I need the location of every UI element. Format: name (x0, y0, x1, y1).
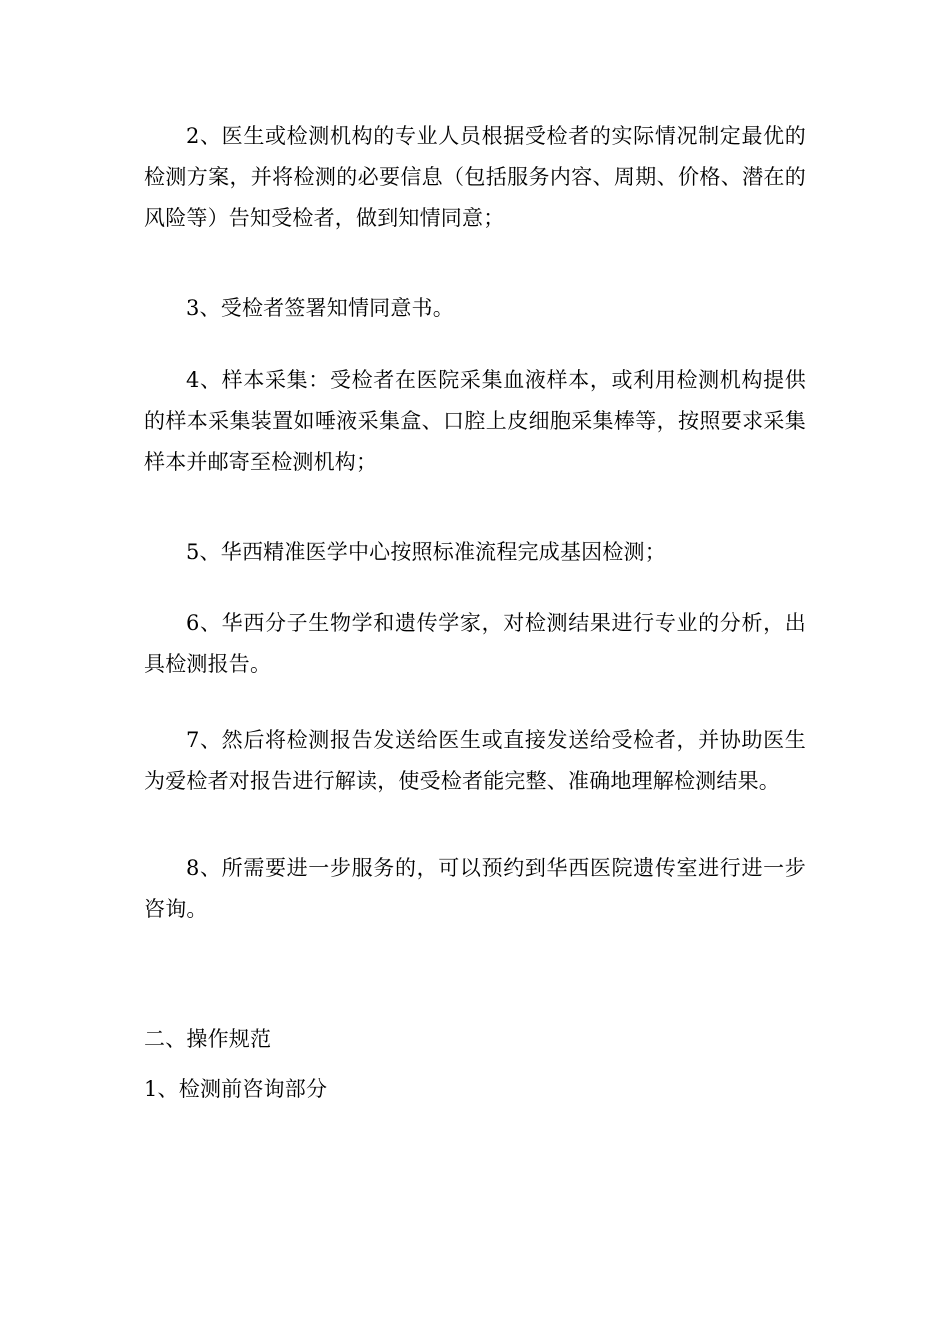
paragraph-step-5: 5、华西精准医学中心按照标准流程完成基因检测； (186, 540, 666, 564)
paragraph-step-6: 6、华西分子生物学和遗传学家，对检测结果进行专业的分析，出具检测报告。 (144, 611, 806, 676)
paragraph-step-4: 4、样本采集：受检者在医院采集血液样本，或利用检测机构提供的样本采集装置如唾液采集盒、口腔上皮细胞采集棒等，按照要求采集样本并邮寄至检测机构； (144, 368, 806, 474)
paragraph-step-7: 7、然后将检测报告发送给医生或直接发送给受检者，并协助医生为爱检者对报告进行解读，使受检者能完整、准确地理解检测结果。 (144, 728, 806, 793)
paragraph-step-2: 2、医生或检测机构的专业人员根据受检者的实际情况制定最优的检测方案，并将检测的必要信息（包括服务内容、周期、价格、潜在的风险等）告知受检者，做到知情同意； (144, 124, 806, 230)
sub-heading: 1、检测前咨询部分 (144, 1077, 328, 1101)
section-heading: 二、操作规范 (144, 1027, 272, 1051)
paragraph-step-3: 3、受检者签署知情同意书。 (186, 296, 454, 320)
paragraph-step-8: 8、所需要进一步服务的，可以预约到华西医院遗传室进行进一步咨询。 (144, 856, 806, 921)
